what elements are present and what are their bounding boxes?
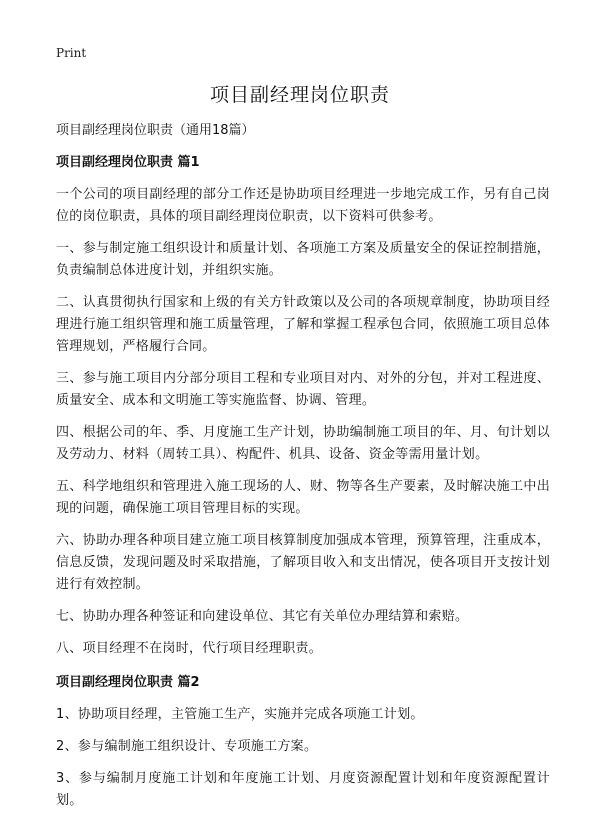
paragraph: 2、参与编制施工组织设计、专项施工方案。 [56,739,318,754]
paragraph: 七、协助办理各种签证和向建设单位、其它有关单位办理结算和索赔。 [56,609,469,624]
paragraph: 3、参与编制月度施工计划和年度施工计划、月度资源配置计划和年度资源配置计划。 [56,771,550,808]
section-2 [56,674,550,812]
paragraph: 八、项目经理不在岗时，代行项目经理职责。 [56,641,323,656]
paragraph: 一、参与制定施工组织设计和质量计划、各项施工方案及质量安全的保证控制措施，负责编制总体进度计划，并组织实施。 [56,241,550,278]
print-label: Print [56,46,87,60]
section-heading: 项目副经理岗位职责 篇1 [56,155,200,170]
document-subtitle: 项目副经理岗位职责（通用18篇） [56,123,255,138]
document-body [56,122,550,822]
paragraph: 三、参与施工项目内分部分项目工程和专业项目对内、对外的分包，并对工程进度、质量安全、成本和文明施工等实施监督、协调、管理。 [56,371,550,408]
paragraph: 二、认真贯彻执行国家和上级的有关方针政策以及公司的各项规章制度，协助项目经理进行施工组织管理和施工质量管理，了解和掌握工程承包合同，依照施工项目总体管理规划，严格履行合同。 [56,295,550,354]
paragraph: 五、科学地组织和管理进入施工现场的人、财、物等各生产要素，及时解决施工中出现的问题，确保施工项目管理目标的实现。 [56,479,550,516]
paragraph: 四、根据公司的年、季、月度施工生产计划，协助编制施工项目的年、月、旬计划以及劳动力、材料（周转工具）、构配件、机具、设备、资金等需用量计划。 [56,425,550,462]
section-1 [56,154,550,660]
paragraph: 一个公司的项目副经理的部分工作还是协助项目经理进一步地完成工作，另有自己岗位的岗位职责，具体的项目副经理岗位职责，以下资料可供参考。 [56,187,550,224]
section-heading: 项目副经理岗位职责 篇2 [56,675,200,690]
paragraph: 1、协助项目经理，主管施工生产，实施并完成各项施工计划。 [56,707,424,722]
document-title: 项目副经理岗位职责 [209,84,390,106]
paragraph: 六、协助办理各种项目建立施工项目核算制度加强成本管理，预算管理，注重成本，信息反馈，发现问题及时采取措施，了解项目收入和支出情况，使各项目开支按计划进行有效控制。 [56,533,550,592]
